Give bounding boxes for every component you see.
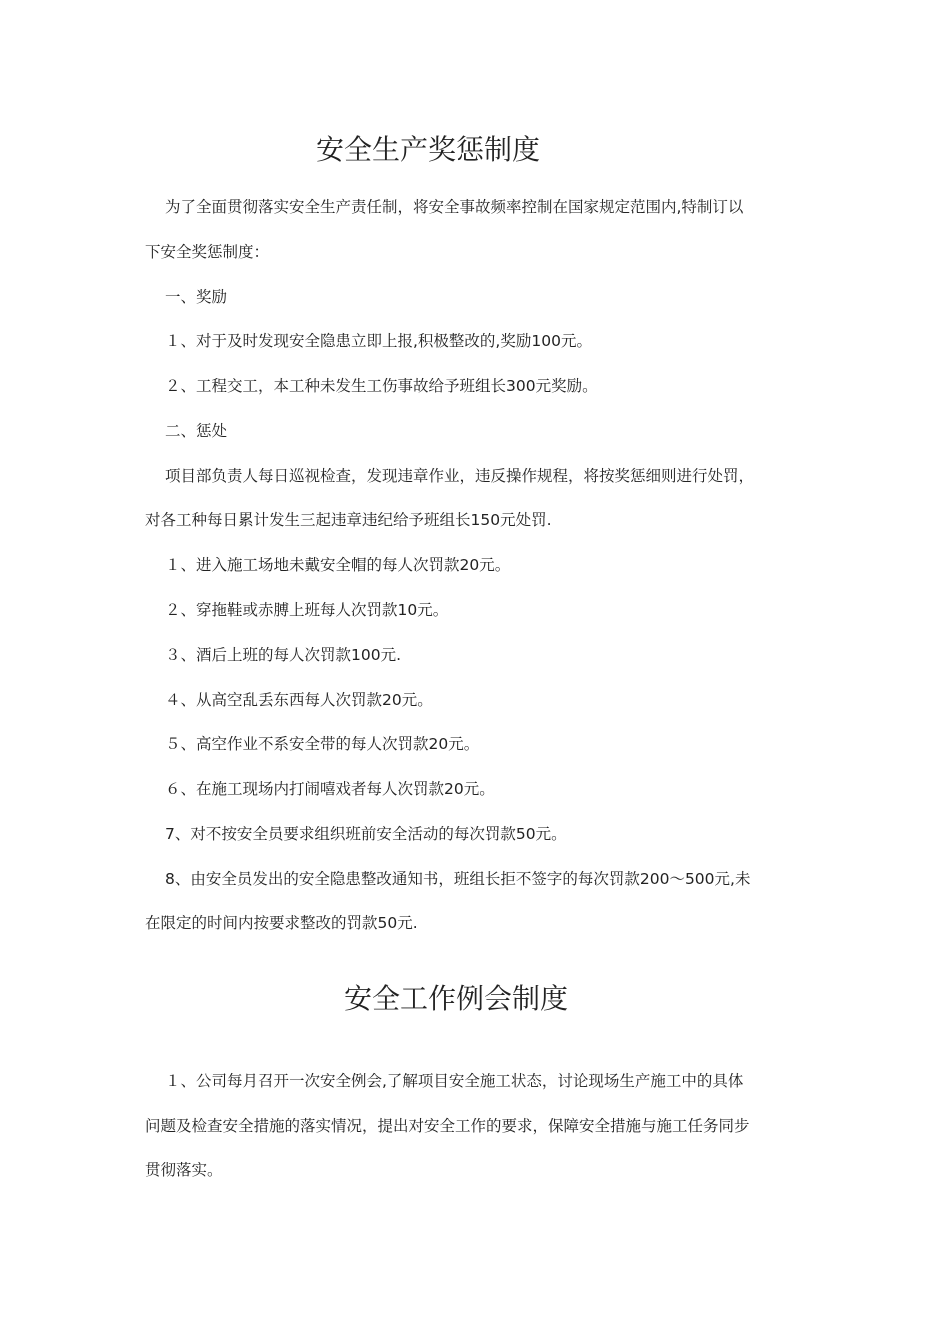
penalty-item: ２、穿拖鞋或赤膊上班每人次罚款10元。 [165, 601, 449, 619]
penalty-item: 7、对不按安全员要求组织班前安全活动的每次罚款50元。 [165, 825, 567, 843]
penalty-item: １、进入施工场地未戴安全帽的每人次罚款20元。 [165, 556, 511, 574]
penalty-item: 8、由安全员发出的安全隐患整改通知书，班组长拒不签字的每次罚款200～500元,未 [165, 870, 751, 888]
intro-paragraph-line: 下安全奖惩制度： [145, 243, 270, 261]
penalty-item: ６、在施工现场内打闹嘻戏者每人次罚款20元。 [165, 780, 495, 798]
penalty-heading: 二、惩处 [165, 422, 228, 440]
meeting-item-continuation: 贯彻落实。 [145, 1161, 223, 1179]
reward-item: １、对于及时发现安全隐患立即上报,积极整改的,奖励100元。 [165, 332, 592, 350]
penalty-intro-line: 对各工种每日累计发生三起违章违纪给予班组长150元处罚. [145, 511, 552, 529]
reward-heading: 一、奖励 [165, 288, 228, 306]
penalty-item: ５、高空作业不系安全带的每人次罚款20元。 [165, 735, 480, 753]
intro-paragraph-line: 为了全面贯彻落实安全生产责任制，将安全事故频率控制在国家规定范围内,特制订以 [165, 198, 744, 216]
meeting-item-continuation: 问题及检查安全措施的落实情况，提出对安全工作的要求，保障安全措施与施工任务同步 [145, 1117, 750, 1135]
reward-item: ２、工程交工，本工种未发生工伤事故给予班组长300元奖励。 [165, 377, 598, 395]
section-title-safety-meeting: 安全工作例会制度 [344, 982, 569, 1015]
penalty-intro-line: 项目部负责人每日巡视检查，发现违章作业，违反操作规程，将按奖惩细则进行处罚， [165, 467, 755, 485]
meeting-item: １、公司每月召开一次安全例会,了解项目安全施工状态，讨论现场生产施工中的具体 [165, 1072, 744, 1090]
penalty-item-continuation: 在限定的时间内按要求整改的罚款50元. [145, 914, 418, 932]
penalty-item: ３、酒后上班的每人次罚款100元. [165, 646, 402, 664]
section-title-reward-penalty: 安全生产奖惩制度 [316, 133, 541, 166]
penalty-item: ４、从高空乱丢东西每人次罚款20元。 [165, 691, 433, 709]
